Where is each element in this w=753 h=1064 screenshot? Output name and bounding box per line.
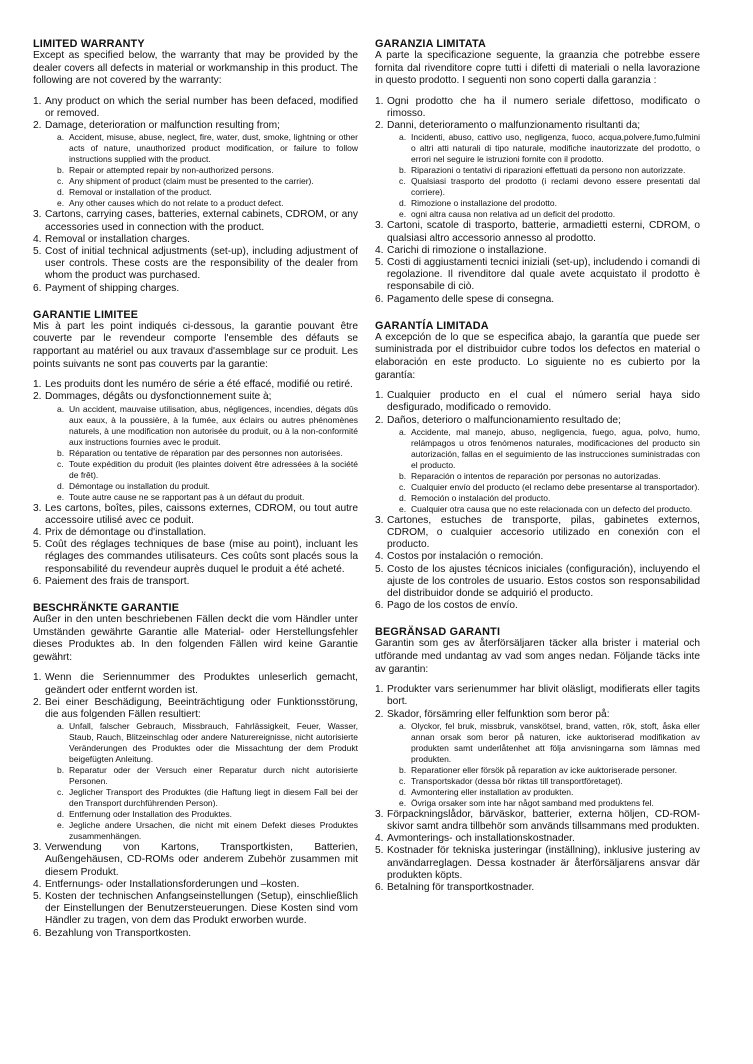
item-number: 5. [33, 891, 42, 903]
item-number: 3. [33, 502, 42, 514]
sub-cause-text: Transportskador (dessa bör riktas till transportföretaget). [411, 775, 623, 786]
sub-cause-text: Toute expédition du produit (les plaintes doivent être adressées à la société de frêt). [69, 458, 358, 480]
sub-cause-letter: e. [57, 198, 65, 209]
item-text: Ogni prodotto che ha il numero seriale difettoso, modificato o rimosso. [387, 95, 700, 119]
item-number: 6. [375, 882, 384, 894]
section-title: LIMITED WARRANTY [33, 38, 145, 50]
exclusion-item [33, 928, 358, 940]
item-text: Bezahlung von Transportkosten. [45, 927, 192, 939]
item-text: Any product on which the serial number has been defaced, modified or removed. [45, 95, 358, 119]
exclusion-item [375, 96, 700, 120]
item-text: Cartoni, scatole di trasporto, batterie, armadietti esterni, CDROM, o qualsiasi altro accessorio annesso al prodotto. [387, 220, 700, 244]
sub-cause-letter: c. [399, 481, 406, 492]
sub-cause-item [57, 132, 358, 165]
exclusion-item [375, 220, 700, 244]
exclusion-list [375, 96, 700, 306]
sub-cause-item [399, 471, 700, 482]
sub-cause-letter: a. [57, 721, 65, 732]
sub-cause-list [45, 721, 358, 842]
item-text: Pago de los costos de envío. [387, 600, 518, 612]
sub-cause-text: Riparazioni o tentativi di riparazioni effettuati da persono non autorizzate. [411, 165, 686, 176]
item-number: 1. [33, 379, 42, 391]
sub-cause-text: Jeglicher Transport des Produktes (die Haftung liegt in diesem Fall bei der den Transport durchführenden Person). [69, 787, 358, 809]
sub-cause-item [399, 493, 700, 504]
item-number: 3. [375, 808, 384, 820]
sub-cause-list [387, 132, 700, 220]
section-intro: Except as specified below, the warranty that may be provided by the dealer covers all defects in material or workmanship in this product. The following are not covered by the warranty: [33, 50, 358, 87]
item-text: Wenn die Seriennummer des Produktes unleserlich gemacht, geändert oder entfernt worden ist. [45, 672, 358, 696]
item-number: 4. [375, 833, 384, 845]
sub-cause-letter: d. [399, 198, 407, 209]
item-number: 1. [375, 95, 384, 107]
section-intro: Außer in den unten beschriebenen Fällen deckt die vom Händler unter Umständen gewährte Garantie alle Material- oder Herstellungsfehler dieses Produktes ab. In den folgenden Fällen wird keine Garantie gewährt: [33, 614, 358, 663]
exclusion-item [33, 842, 358, 879]
sub-cause-text: Qualsiasi trasporto del prodotto (i reclami devono essere presentati dal corriere). [411, 176, 700, 198]
sub-cause-item [57, 165, 358, 176]
sub-cause-letter: c. [57, 176, 64, 187]
sub-cause-letter: b. [57, 447, 65, 458]
item-number: 5. [33, 539, 42, 551]
sub-cause-letter: d. [57, 480, 65, 491]
sub-cause-letter: c. [57, 458, 64, 469]
item-text: Betalning för transportkostnader. [387, 882, 535, 894]
item-number: 2. [375, 414, 384, 426]
sub-cause-text: Incidenti, abuso, cattivo uso, negligenza, fuoco, acqua,polvere,fumo,fulmini o altri atti naturali di tipo naturale, modifiche inautorizzate del prodotto, o errori nel seguire le istruzioni fornite con il prodotto. [411, 132, 700, 165]
sub-cause-letter: d. [399, 492, 407, 503]
item-text: Cartons, carrying cases, batteries, external cabinets, CDROM, or any accessories used in connection with the product. [45, 209, 358, 233]
sub-cause-letter: a. [57, 132, 65, 143]
sub-cause-text: Any shipment of product (claim must be presented to the carrier). [69, 176, 314, 187]
item-number: 5. [375, 845, 384, 857]
item-text: Cost of initial technical adjustments (set-up), including adjustment of user controls. These costs are the responsibility of the dealer from whom the product was purchased. [45, 246, 358, 282]
exclusion-item [375, 515, 700, 552]
sub-cause-item [57, 404, 358, 448]
sub-cause-item [399, 198, 700, 209]
exclusion-list [33, 672, 358, 939]
item-text: Coût des réglages techniques de base (mise au point), incluant les réglages des commandes utilisateurs. Ces coûts sont placés sous la responsabilité du revendeur auprès duquel le produit a été acheté. [45, 539, 358, 575]
item-text: Pagamento delle spese di consegna. [387, 293, 555, 305]
exclusion-item [375, 257, 700, 294]
sub-cause-list [45, 404, 358, 503]
exclusion-item [33, 120, 358, 209]
item-number: 6. [33, 282, 42, 294]
sub-cause-list [45, 132, 358, 209]
sub-cause-list [387, 721, 700, 809]
item-number: 1. [375, 684, 384, 696]
sub-cause-letter: e. [57, 491, 65, 502]
sub-cause-text: Reparación o intentos de reparación por personas no autorizadas. [411, 470, 661, 481]
sub-cause-item [57, 809, 358, 820]
item-text: Les cartons, boîtes, piles, caissons externes, CDROM, ou tout autre accessoire utilisé avec ce poduit. [45, 502, 358, 526]
sub-cause-item [399, 209, 700, 220]
item-text: Danni, deterioramento o malfunzionamento risultanti da; [387, 120, 641, 132]
sub-cause-text: Accident, misuse, abuse, neglect, fire, water, dust, smoke, lightning or other acts of nature, unauthorized product modification, or failure to follow instructions supplied with the product. [69, 132, 358, 165]
section-title: GARANTÍA LIMITADA [375, 319, 489, 332]
item-number: 6. [375, 600, 384, 612]
sub-cause-item [399, 798, 700, 809]
item-text: Verwendung von Kartons, Transportkisten, Batterien, Außengehäusen, CD-ROMs oder anderem Zubehör zusammen mit diesem Produkt. [45, 842, 358, 878]
right-column [375, 38, 700, 908]
exclusion-item [33, 209, 358, 233]
item-text: Cartones, estuches de transporte, pilas, gabinetes externos, CDROM, o cualquier accesorio utilizado en conexión con el producto. [387, 514, 700, 551]
sub-cause-text: Accidente, mal manejo, abuso, negligencia, fuego, agua, polvo, humo, relámpagos u otros fenómenos naturales, modificaciones del producto sin autorización, fallas en el seguimiento de las instrucciones suministradas con el producto. [411, 426, 700, 470]
item-number: 2. [33, 120, 42, 132]
exclusion-item [375, 245, 700, 257]
sub-cause-item [57, 492, 358, 503]
sub-cause-letter: d. [57, 809, 65, 820]
item-text: Costo de los ajustes técnicos iniciales (configuración), incluyendo el ajuste de los controles de usuario. Estos costos son responsabilidad del distribuidor donde se adquirió el producto. [387, 563, 700, 600]
exclusion-list [375, 390, 700, 612]
sub-cause-item [57, 176, 358, 187]
exclusion-item [33, 891, 358, 928]
exclusion-item [375, 415, 700, 515]
sub-cause-letter: a. [399, 426, 407, 437]
sub-cause-text: Réparation ou tentative de réparation par des personnes non autorisées. [69, 447, 343, 458]
sub-cause-text: Cualquier otra causa que no este relacionada con un defecto del producto. [411, 503, 693, 514]
item-number: 5. [33, 246, 42, 257]
warranty-section-garantia-limitada [375, 320, 700, 613]
sub-cause-letter: d. [57, 187, 65, 198]
item-number: 1. [33, 672, 42, 684]
item-text: Avmonterings- och installationskostnader. [387, 833, 575, 845]
sub-cause-item [57, 187, 358, 198]
item-number: 1. [33, 95, 42, 107]
exclusion-item [375, 551, 700, 563]
item-text: Produkter vars serienummer har blivit oläsligt, modifierats eller tagits bort. [387, 684, 700, 708]
item-text: Daños, deterioro o malfuncionamiento resultado de; [387, 414, 621, 426]
sub-cause-item [57, 481, 358, 492]
sub-cause-item [399, 482, 700, 493]
exclusion-item [375, 882, 700, 894]
sub-cause-letter: a. [399, 132, 407, 143]
sub-cause-letter: b. [399, 764, 407, 775]
warranty-section-begransad-garanti [375, 626, 700, 894]
item-text: Prix de démontage ou d'installation. [45, 527, 207, 538]
exclusion-item [375, 294, 700, 306]
sub-cause-text: Toute autre cause ne se rapportant pas à un défaut du produit. [69, 491, 305, 502]
sub-cause-letter: c. [57, 787, 64, 798]
exclusion-item [375, 390, 700, 414]
item-number: 3. [33, 209, 42, 221]
sub-cause-text: Any other causes which do not relate to a product defect. [69, 198, 284, 209]
sub-cause-text: Unfall, falscher Gebrauch, Missbrauch, Fahrlässigkeit, Feuer, Wasser, Staub, Rauch, Blitzeinschlag oder andere Naturereignisse, nicht autorisierte Veränderungen des Produktes oder die Missachtung der dem Produkt beigefügten Anleitung. [69, 721, 358, 765]
exclusion-item [33, 527, 358, 539]
warranty-section-limited-warranty [33, 38, 358, 295]
exclusion-item [375, 845, 700, 882]
warranty-section-beschrankte-garantie [33, 602, 358, 940]
item-number: 2. [33, 391, 42, 403]
sub-cause-text: Jegliche andere Ursachen, die nicht mit einem Defekt dieses Produktes zusammenhängen. [69, 820, 358, 842]
exclusion-item [375, 600, 700, 612]
section-intro: Garantin som ges av återförsäljaren täcker alla brister i material och utförande med undantag av vad som anges nedan. Följande täcks inte av garantin: [375, 638, 700, 675]
sub-cause-item [399, 765, 700, 776]
sub-cause-text: Olyckor, fel bruk, missbruk, vanskötsel, brand, vatten, rök, stoft, åska eller annan orsak som beror på naturen, icke auktoriserad modifikation av produkten samt underlåtenhet att följa anvisningarna som lämnas med produkten. [411, 720, 700, 764]
item-number: 5. [375, 563, 384, 575]
sub-cause-letter: c. [399, 176, 406, 187]
exclusion-item [33, 283, 358, 295]
section-intro: A excepción de lo que se especifica abajo, la garantía que puede ser suministrada por el distribuidor cubre todos los defectos en material o elaboración en este producto. Lo siguiente no es cubierto por la garantía: [375, 331, 700, 381]
sub-cause-item [399, 776, 700, 787]
exclusion-list [33, 379, 358, 588]
item-number: 4. [33, 233, 42, 245]
section-title: BESCHRÄNKTE GARANTIE [33, 602, 180, 615]
sub-cause-text: Un accident, mauvaise utilisation, abus, négligences, incendies, dégats dûs aux eaux, à la poussière, à la fumée, aux éclairs ou autres phénomènes naturels, à une modification non autorisée du produit, ou à la non-conformité aux instructions fournies avec le produit. [69, 403, 358, 447]
exclusion-item [33, 379, 358, 391]
item-number: 4. [33, 878, 42, 890]
item-number: 6. [33, 575, 42, 587]
sub-cause-letter: e. [399, 797, 407, 808]
sub-cause-item [399, 787, 700, 798]
sub-cause-letter: b. [57, 165, 65, 176]
sub-cause-item [57, 820, 358, 842]
exclusion-item [33, 697, 358, 842]
sub-cause-item [399, 721, 700, 765]
item-number: 5. [375, 257, 384, 268]
sub-cause-item [57, 459, 358, 481]
sub-cause-list [387, 427, 700, 515]
item-text: Costos por instalación o remoción. [387, 551, 544, 563]
exclusion-item [33, 576, 358, 588]
sub-cause-item [399, 504, 700, 515]
item-text: Förpackningslådor, bärväskor, batterier, externa höljen, CD-ROM-skivor samt andra tillbehör som används tillsammans med produkten. [387, 808, 700, 833]
exclusion-item [375, 833, 700, 845]
sub-cause-text: Removal or installation of the product. [69, 187, 212, 198]
sub-cause-text: Rimozione o installazione del prodotto. [411, 198, 558, 209]
item-number: 2. [375, 120, 384, 132]
item-number: 2. [33, 696, 42, 708]
sub-cause-letter: a. [399, 720, 407, 731]
sub-cause-text: Repair or attempted repair by non-authorized persons. [69, 165, 274, 176]
section-title: GARANZIA LIMITATA [375, 38, 486, 50]
exclusion-item [33, 246, 358, 283]
item-number: 3. [375, 220, 384, 232]
item-number: 4. [375, 551, 384, 563]
exclusion-item [375, 709, 700, 809]
exclusion-item [33, 96, 358, 120]
sub-cause-text: Övriga orsaker som inte har något samband med produktens fel. [411, 797, 654, 808]
exclusion-item [375, 120, 700, 220]
section-title: GARANTIE LIMITEE [33, 308, 139, 321]
item-text: Payment of shipping charges. [45, 282, 180, 294]
section-intro: A parte la specificazione seguente, la graanzia che potrebbe essere fornita dal rivenditore copre tutti i difetti di materiali o nella lavorazione in questo prodotto. I seguenti non sono coperti dalla garanzia : [375, 50, 700, 87]
warranty-section-garantie-limitee [33, 309, 358, 588]
exclusion-item [33, 539, 358, 576]
sub-cause-item [399, 132, 700, 165]
warranty-section-garanzia-limitata [375, 38, 700, 306]
sub-cause-text: Reparatur oder der Versuch einer Reparatur durch nicht autorisierte Personen. [69, 765, 358, 787]
item-text: Dommages, dégâts ou dysfonctionnement suite à; [45, 391, 272, 403]
sub-cause-item [399, 165, 700, 176]
item-number: 4. [33, 527, 42, 538]
item-text: Damage, deterioration or malfunction resulting from; [45, 120, 280, 132]
item-number: 6. [33, 927, 42, 939]
item-number: 1. [375, 390, 384, 402]
exclusion-item [33, 503, 358, 527]
sub-cause-letter: b. [399, 470, 407, 481]
sub-cause-item [399, 427, 700, 471]
sub-cause-text: Cualquier envío del producto (el reclamo debe presentarse al transportador). [411, 481, 700, 492]
sub-cause-letter: e. [57, 820, 65, 831]
item-text: Les produits dont les numéro de série a été effacé, modifié ou retiré. [45, 379, 353, 391]
exclusion-item [375, 684, 700, 708]
left-column [33, 38, 358, 954]
exclusion-item [375, 809, 700, 833]
item-number: 4. [375, 244, 384, 256]
sub-cause-text: ogni altra causa non relativa ad un deficit del prodotto. [411, 209, 616, 220]
item-number: 3. [375, 514, 384, 526]
sub-cause-letter: b. [399, 165, 407, 176]
item-text: Kostnader för tekniska justeringar (inställning), inklusive justering av användarreglagen. Dessa kostnader är återförsäljarens ansvar där produkten köpts. [387, 845, 700, 881]
item-text: Kosten der technischen Anfangseinstellungen (Setup), einschließlich der Einstellungen der Benutzersteuerungen. Diese Kosten sind vom Händler zu tragen, von dem das Produkt erworben wurde. [45, 891, 358, 927]
item-text: Paiement des frais de transport. [45, 575, 190, 587]
item-text: Skador, försämring eller felfunktion som beror på: [387, 708, 610, 720]
exclusion-item [33, 234, 358, 246]
exclusion-list [33, 96, 358, 295]
sub-cause-letter: c. [399, 775, 406, 786]
item-number: 2. [375, 708, 384, 720]
sub-cause-item [57, 721, 358, 765]
exclusion-item [375, 564, 700, 601]
sub-cause-letter: e. [399, 209, 407, 220]
sub-cause-letter: a. [57, 403, 65, 414]
item-text: Removal or installation charges. [45, 233, 190, 245]
item-text: Costi di aggiustamenti tecnici iniziali (set-up), includendo i comandi di regolazione. Il rivenditore dal quale avete acquistato il prodotto è responsabile di ciò. [387, 257, 700, 293]
item-text: Entfernungs- oder Installationsforderungen und –kosten. [45, 878, 300, 890]
sub-cause-item [57, 198, 358, 209]
sub-cause-letter: e. [399, 503, 407, 514]
item-number: 3. [33, 842, 42, 854]
exclusion-item [33, 672, 358, 696]
exclusion-item [33, 879, 358, 891]
sub-cause-item [57, 765, 358, 787]
sub-cause-letter: d. [399, 786, 407, 797]
sub-cause-letter: b. [57, 765, 65, 776]
section-intro: Mis à part les point indiqués ci-dessous, la garantie pouvant être couverte par le revendeur comporte l'ensemble des défauts se rapportant au matériel ou aux travaux d'assemblage sur ce produit. Les points suivants ne sont pas couverts par la garantie: [33, 320, 358, 370]
sub-cause-item [57, 787, 358, 809]
exclusion-item [33, 391, 358, 502]
sub-cause-text: Démontage ou installation du produit. [69, 480, 210, 491]
item-number: 6. [375, 293, 384, 305]
item-text: Bei einer Beschädigung, Beeinträchtigung oder Funktionsstörung, die aus folgenden Fällen resultiert: [45, 696, 358, 720]
sub-cause-text: Reparationer eller försök på reparation av icke auktoriserade personer. [411, 764, 678, 775]
sub-cause-text: Avmontering eller installation av produkten. [411, 786, 574, 797]
sub-cause-item [57, 448, 358, 459]
sub-cause-text: Entfernung oder Installation des Produktes. [69, 809, 233, 820]
item-text: Carichi di rimozione o installazione. [387, 244, 547, 256]
exclusion-list [375, 684, 700, 894]
sub-cause-item [399, 176, 700, 198]
sub-cause-text: Remoción o instalación del producto. [411, 492, 551, 503]
item-text: Cualquier producto en el cual el número serial haya sido desfigurado, modificado o removido. [387, 390, 700, 414]
section-title: BEGRÄNSAD GARANTI [375, 626, 501, 639]
